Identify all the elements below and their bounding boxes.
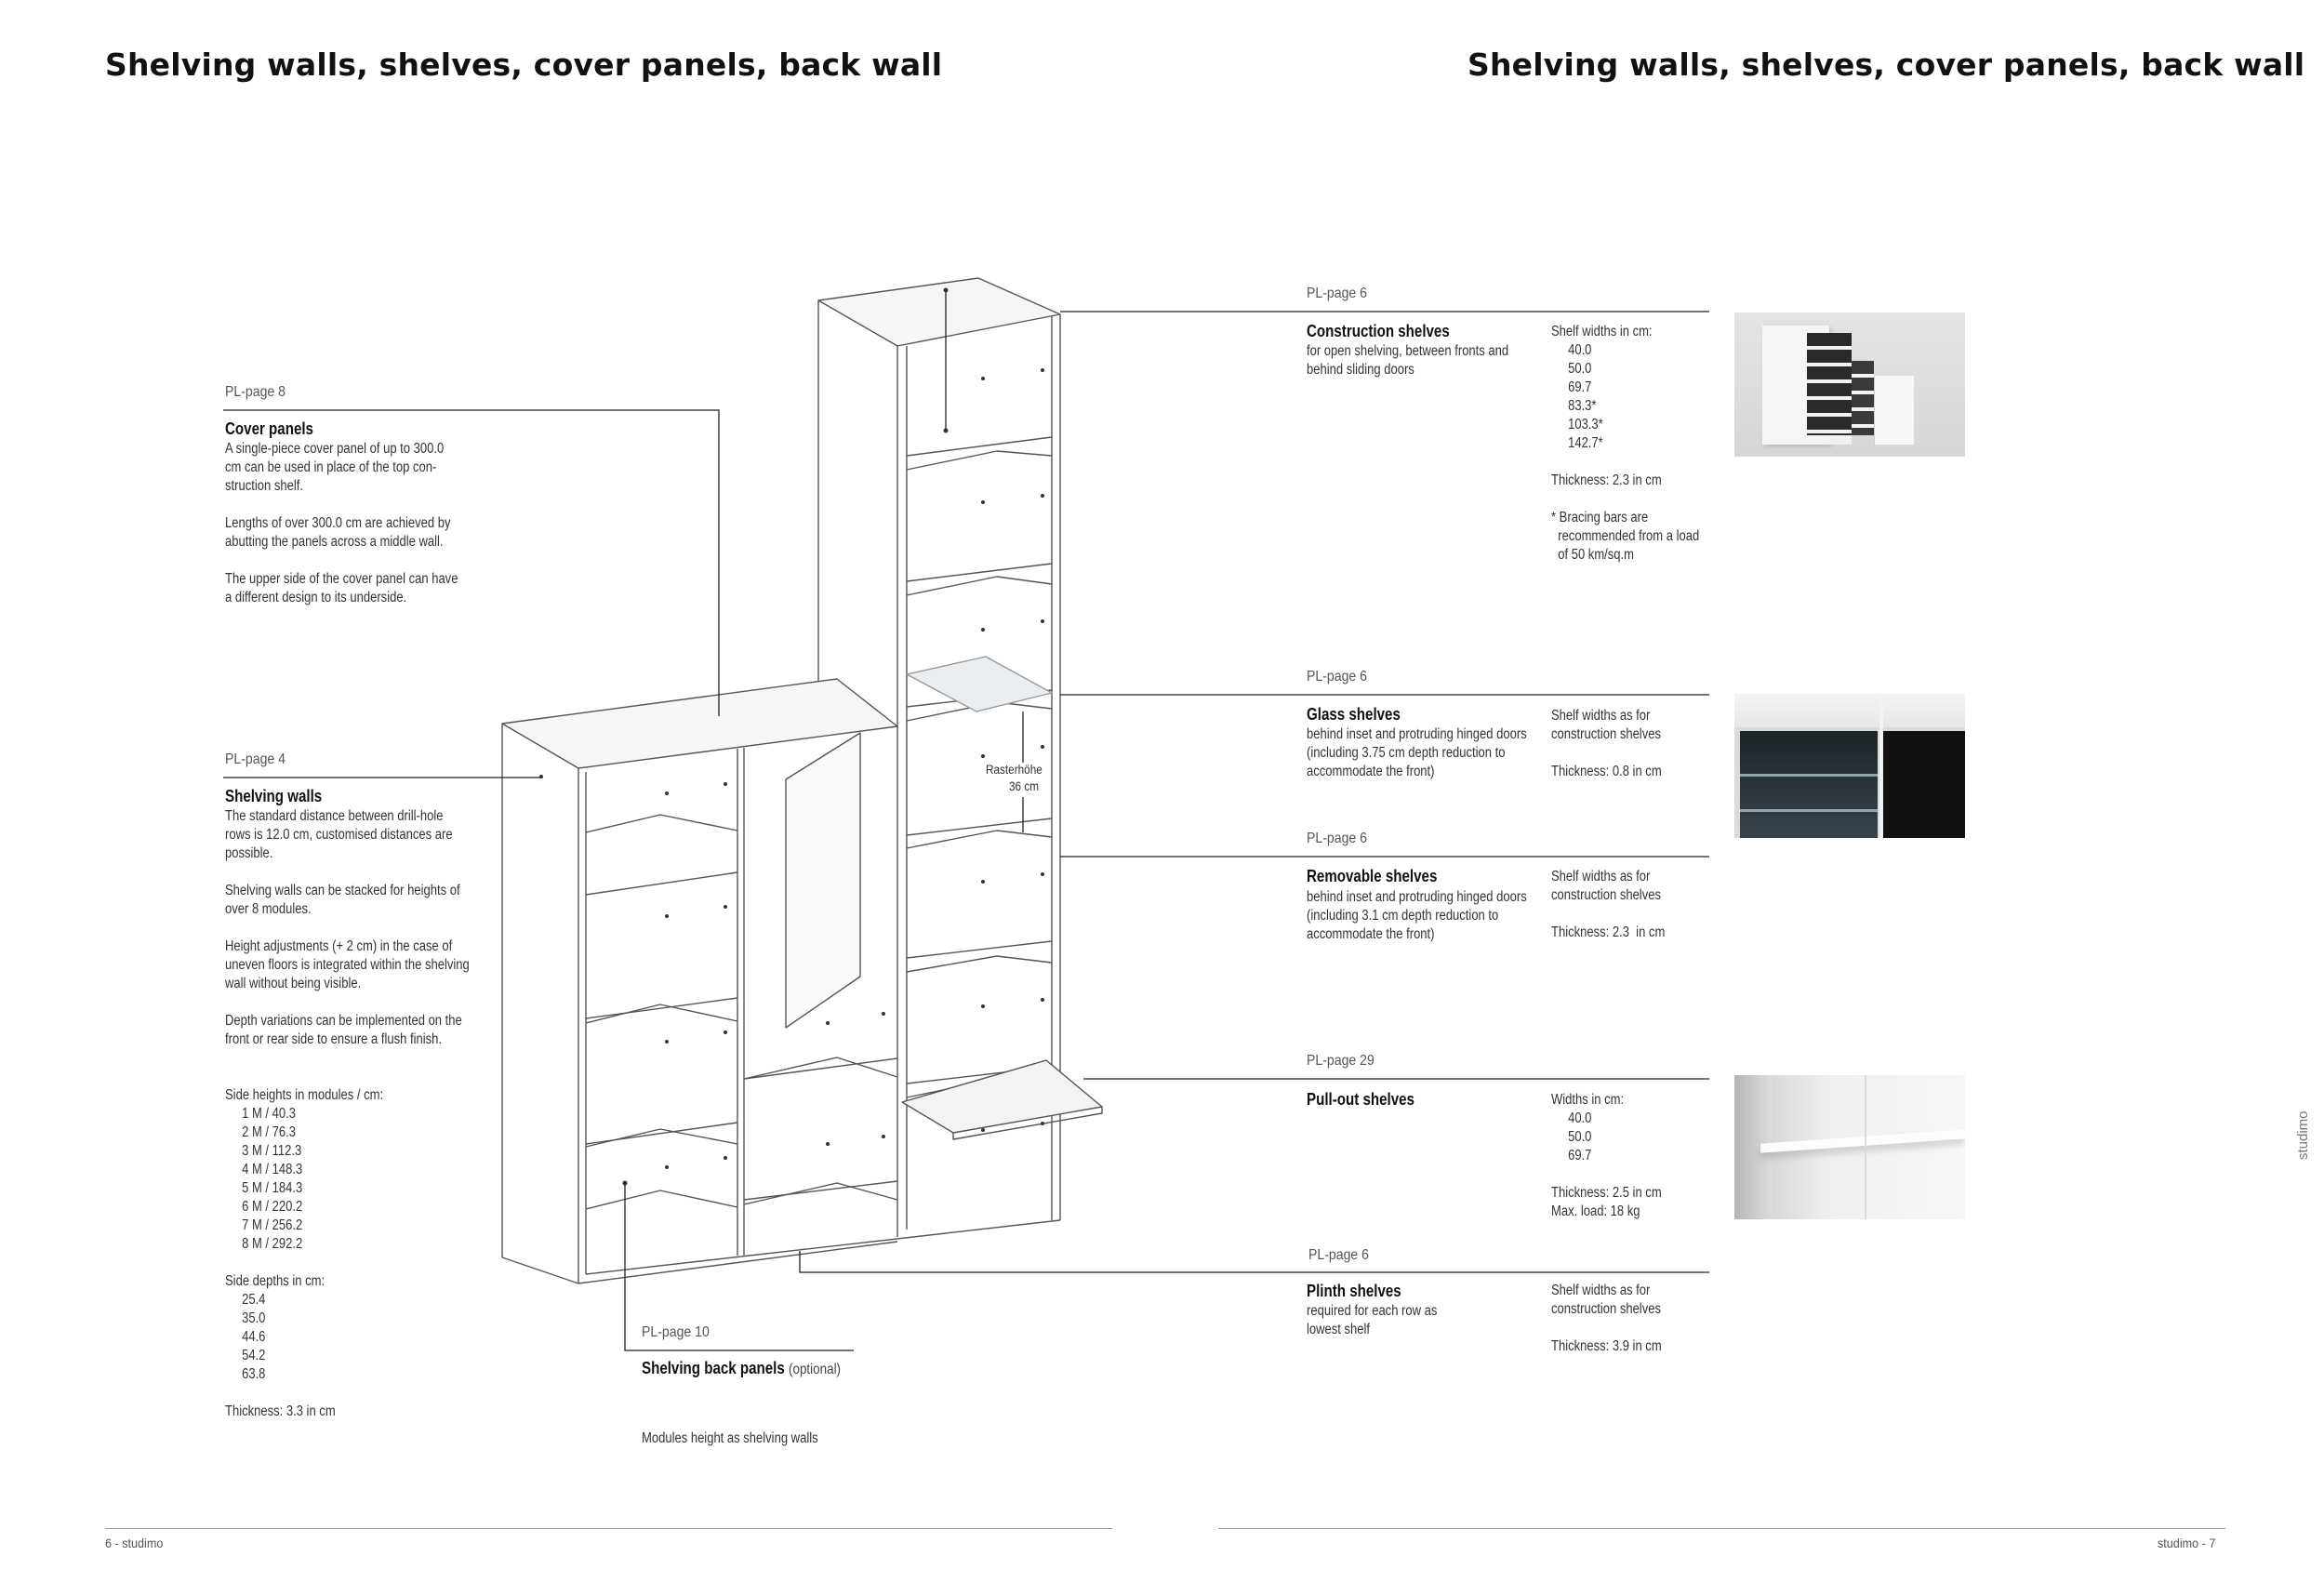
pullout-shelves-heading: Pull-out shelves <box>1307 1090 1414 1109</box>
glass-shelves-heading: Glass shelves <box>1307 705 1401 724</box>
plinth-shelves-heading: Plinth shelves <box>1307 1282 1401 1300</box>
cover-panels-heading: Cover panels <box>225 419 313 438</box>
shelving-walls-heading: Shelving walls <box>225 787 323 805</box>
raster-label-1: Rasterhöhe <box>986 762 1042 777</box>
side-brand-label: studimo <box>2295 1110 2311 1160</box>
removable-shelves-pl: PL-page 6 <box>1307 831 1367 846</box>
shelving-walls-text: The standard distance between drill-hole rows is 12.0 cm, customised distances are possible. Shelving walls can be stacked for heights of over 8 modules. Height adjustments (+ 2 cm) in the case of uneven floors is integrated within the shelving wall without being visible. Depth variations can be implemented on the front or rear side to ensure a flush finish. Side heights in modules / cm: 1 M / 40.3 2 M / 76.3 3 M / 112.3 4 M / 148.3 5 M / 184.3 6 M / 220.2 7 M / 256.2 8 M / 292.2 Side depths in cm: 25.4 35.0 44.6 54.2 63.8 Thickness: 3.3 in cm <box>225 808 470 1419</box>
raster-label-2: 36 cm <box>1009 778 1040 793</box>
back-panels-optional: (optional) <box>788 1362 842 1377</box>
back-panels-heading-text: Shelving back panels <box>642 1359 785 1377</box>
pullout-shelves-photo <box>1734 1075 1965 1219</box>
construction-shelves-photo <box>1734 312 1965 457</box>
glass-shelves-specs: Shelf widths as for construction shelves Thickness: 0.8 in cm <box>1551 708 1662 779</box>
glass-shelves-photo <box>1734 694 1965 838</box>
plinth-shelves-specs: Shelf widths as for construction shelves Thickness: 3.9 in cm <box>1551 1283 1662 1354</box>
construction-shelves-specs: Shelf widths in cm: 40.0 50.0 69.7 83.3* 103.3* 142.7* Thickness: 2.3 in cm * Bracing bars are recommended from a load of 50 km/sq.m <box>1551 324 1700 563</box>
footer-rule-right <box>1218 1528 2225 1529</box>
pullout-shelves-specs: Widths in cm: 40.0 50.0 69.7 Thickness: 2.5 in cm Max. load: 18 kg <box>1551 1092 1662 1219</box>
plinth-shelves-desc: required for each row as lowest shelf <box>1307 1303 1438 1337</box>
glass-shelves-pl: PL-page 6 <box>1307 669 1367 685</box>
footer-left: 6 - studimo <box>105 1536 164 1550</box>
construction-shelves-desc: for open shelving, between fronts and behind sliding doors <box>1307 343 1509 378</box>
back-panels-text: Modules height as shelving walls <box>642 1430 818 1446</box>
page-title-right: Shelving walls, shelves, cover panels, back wall <box>1467 47 2305 83</box>
footer-rule-left <box>105 1528 1112 1529</box>
back-panels-pl: PL-page 10 <box>642 1324 710 1340</box>
back-panels-heading <box>642 1359 841 1378</box>
pullout-shelves-pl: PL-page 29 <box>1307 1053 1374 1069</box>
construction-shelves-heading: Construction shelves <box>1307 322 1450 340</box>
page-title-left: Shelving walls, shelves, cover panels, back wall <box>105 47 943 83</box>
glass-shelves-desc: behind inset and protruding hinged doors (including 3.75 cm depth reduction to accommodate the front) <box>1307 726 1527 779</box>
shelving-walls-pl: PL-page 4 <box>225 751 286 767</box>
removable-shelves-specs: Shelf widths as for construction shelves Thickness: 2.3 in cm <box>1551 869 1666 940</box>
plinth-shelves-pl: PL-page 6 <box>1308 1247 1369 1263</box>
removable-shelves-heading: Removable shelves <box>1307 867 1438 885</box>
construction-shelves-pl: PL-page 6 <box>1307 286 1367 301</box>
cover-panels-pl: PL-page 8 <box>225 384 286 400</box>
cover-panels-text: A single-piece cover panel of up to 300.0 cm can be used in place of the top con- struction shelf. Lengths of over 300.0 cm are achieved by abutting the panels across a middle wall. The upper side of the cover panel can have a different design to its underside. <box>225 441 458 605</box>
removable-shelves-desc: behind inset and protruding hinged doors (including 3.1 cm depth reduction to accommodate the front) <box>1307 889 1527 942</box>
footer-right: studimo - 7 <box>2158 1536 2216 1550</box>
